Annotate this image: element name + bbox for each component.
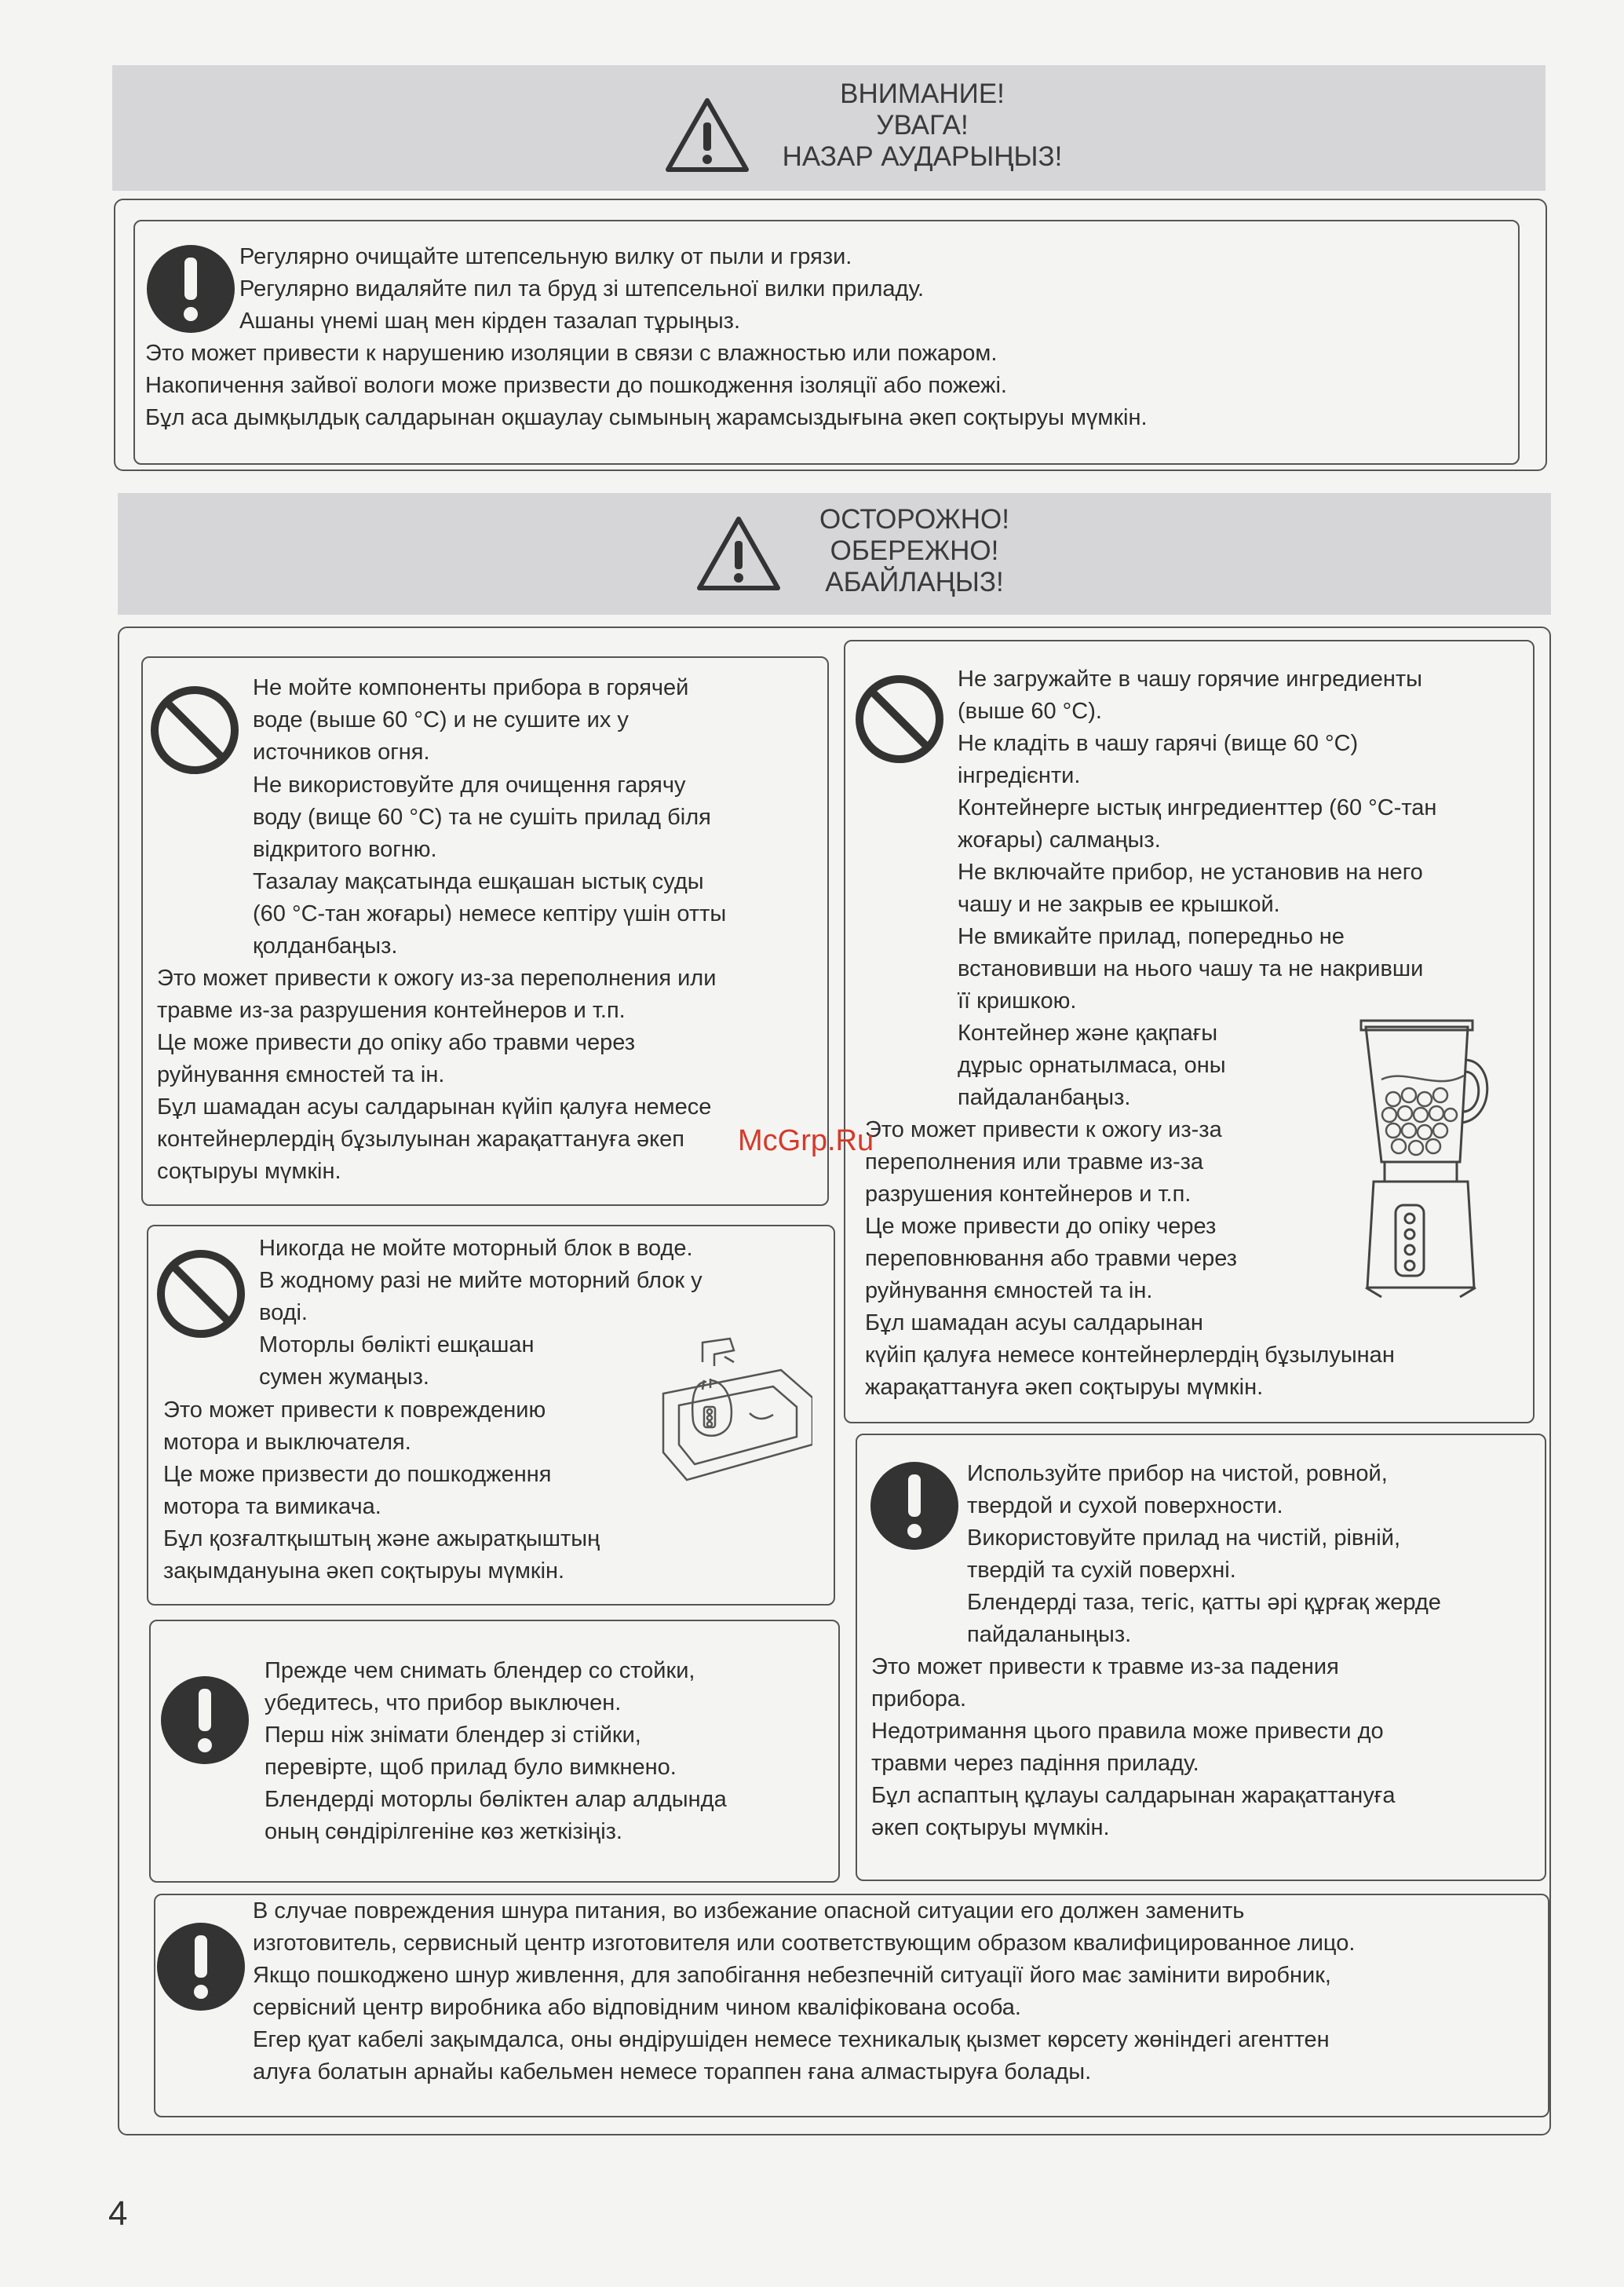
hot-ingredients-line: Не вмикайте прилад, попередньо не — [958, 924, 1345, 949]
sink-illustration — [655, 1335, 812, 1500]
hot-ingredients-line: переповнювання або травми через — [865, 1246, 1237, 1271]
hot-ingredients-line: руйнування ємностей та ін. — [865, 1278, 1153, 1303]
hot-water-line: контейнерлердің бұзылуынан жарақаттануға әкеп — [157, 1127, 684, 1152]
hot-ingredients-line: її кришкою. — [958, 988, 1077, 1014]
hot-ingredients-line: чашу и не закрыв ее крышкой. — [958, 892, 1280, 917]
motor-water-line: зақымдануына әкеп соқтыруы мүмкін. — [163, 1558, 565, 1584]
watermark: McGrp.Ru — [738, 1124, 874, 1157]
surface-line: Это может привести к травме из-за падения — [871, 1654, 1339, 1679]
surface-line: Используйте прибор на чистой, ровной, — [967, 1461, 1388, 1486]
hot-ingredients-line: разрушения контейнеров и т.п. — [865, 1182, 1192, 1207]
surface-line: травми через падіння приладу. — [871, 1751, 1199, 1776]
motor-water-line: Це може призвести до пошкодження — [163, 1462, 552, 1487]
motor-water-line: Это может привести к повреждению — [163, 1397, 546, 1423]
prohibition-icon — [149, 685, 240, 776]
hot-ingredients-line: жоғары) салмаңыз. — [958, 827, 1161, 853]
hot-water-line: воде (выше 60 °С) и не сушите их у — [253, 707, 629, 732]
motor-water-line: Моторлы бөлікті ешқашан — [259, 1332, 535, 1357]
hot-water-line: источников огня. — [253, 740, 430, 765]
warning-banner-title: ВНИМАНИЕ! УВАГА! НАЗАР АУДАРЫҢЫЗ! — [782, 79, 1063, 172]
exclamation-icon — [155, 1921, 246, 2012]
hot-water-line: (60 °С-тан жоғары) немесе кептіру үшін отты — [253, 901, 727, 926]
exclamation-icon — [145, 243, 236, 334]
hot-water-line: руйнування ємностей та ін. — [157, 1062, 445, 1087]
hot-ingredients-line: Це може привести до опіку через — [865, 1214, 1217, 1239]
caution-banner-title: ОСТОРОЖНО! ОБЕРЕЖНО! АБАЙЛАҢЫЗ! — [819, 504, 1009, 597]
hot-water-line: Это может привести к ожогу из-за переполнения или — [157, 966, 717, 991]
plug-notice-line: Бұл аса дымқылдық салдарынан оқшаулау сымының жарамсыздығына әкеп соқтыруы мүмкін. — [145, 405, 1148, 430]
prohibition-icon — [155, 1248, 246, 1339]
motor-water-line: мотора та вимикача. — [163, 1494, 381, 1519]
blender-illustration — [1350, 1013, 1491, 1303]
cord-line: сервісний центр виробника або відповідним чином кваліфікована особа. — [253, 1995, 1021, 2020]
hot-ingredients-line: Это может привести к ожогу из-за — [865, 1117, 1222, 1142]
surface-line: әкеп соқтыруы мүмкін. — [871, 1815, 1110, 1840]
motor-water-line: мотора и выключателя. — [163, 1430, 411, 1455]
motor-water-line: воді. — [259, 1300, 308, 1325]
surface-line: Блендерді таза, тегіс, қатты әрі құрғақ жерде — [967, 1590, 1441, 1615]
exclamation-icon — [159, 1675, 250, 1766]
motor-water-line: сумен жумаңыз. — [259, 1365, 429, 1390]
plug-notice-line: Регулярно видаляйте пил та бруд зі штепсельної вилки приладу. — [239, 276, 925, 301]
remove-blender-line: перевірте, щоб прилад було вимкнено. — [265, 1755, 677, 1780]
hot-ingredients-line: Не загружайте в чашу горячие ингредиенты — [958, 667, 1423, 692]
motor-water-line: Никогда не мойте моторный блок в воде. — [259, 1236, 693, 1261]
remove-blender-line: Прежде чем снимать блендер со стойки, — [265, 1658, 695, 1683]
hot-water-line: Не мойте компоненты прибора в горячей — [253, 675, 689, 700]
surface-line: Бұл аспаптың құлауы салдарынан жарақаттануға — [871, 1783, 1396, 1808]
hot-ingredients-line: Не включайте прибор, не установив на него — [958, 860, 1423, 885]
cord-line: алуға болатын арнайы кабельмен немесе тораппен ғана алмастыруға болады. — [253, 2059, 1092, 2084]
hot-water-line: қолданбаңыз. — [253, 933, 398, 959]
hot-ingredients-line: дұрыс орнатылмаса, оны — [958, 1053, 1226, 1078]
warning-triangle-icon — [663, 96, 751, 174]
caution-triangle-icon — [695, 514, 783, 593]
exclamation-icon — [869, 1460, 960, 1551]
cord-line: Егер қуат кабелі зақымдалса, оны өндірушіден немесе техникалық қызмет көрсету жөніндегі агенттен — [253, 2027, 1330, 2052]
cord-line: изготовитель, сервисный центр изготовителя или соответствующим образом квалифицированное лицо. — [253, 1931, 1356, 1956]
cord-line: В случае повреждения шнура питания, во избежание опасной ситуации его должен заменить — [253, 1898, 1245, 1923]
plug-notice-line: Ашаны үнемі шаң мен кірден тазалап тұрыңыз. — [239, 309, 741, 334]
hot-ingredients-line: (выше 60 °С). — [958, 699, 1102, 724]
hot-water-line: соқтыруы мүмкін. — [157, 1159, 341, 1184]
hot-ingredients-line: переполнения или травме из-за — [865, 1149, 1204, 1175]
surface-line: твердій та сухій поверхні. — [967, 1558, 1236, 1583]
surface-line: твердой и сухой поверхности. — [967, 1493, 1283, 1518]
hot-ingredients-line: встановивши на нього чашу та не накривши — [958, 956, 1424, 981]
remove-blender-line: убедитесь, что прибор выключен. — [265, 1690, 622, 1715]
hot-water-line: травме из-за разрушения контейнеров и т.п. — [157, 998, 626, 1023]
hot-water-line: Це може привести до опіку або травми через — [157, 1030, 636, 1055]
remove-blender-line: оның сөндірілгеніне көз жеткізіңіз. — [265, 1819, 622, 1844]
remove-blender-line: Перш ніж знімати блендер зі стійки, — [265, 1723, 641, 1748]
hot-ingredients-line: Не кладіть в чашу гарячі (вище 60 °С) — [958, 731, 1359, 756]
plug-notice-line: Это может привести к нарушению изоляции в связи с влажностью или пожаром. — [145, 341, 998, 366]
hot-water-line: Бұл шамадан асуы салдарынан күйіп қалуға немесе — [157, 1094, 712, 1120]
hot-water-line: Не використовуйте для очищення гарячу — [253, 773, 686, 798]
surface-line: пайдаланыңыз. — [967, 1622, 1132, 1647]
page-number: 4 — [108, 2194, 128, 2233]
surface-line: Використовуйте прилад на чистій, рівній, — [967, 1525, 1401, 1551]
hot-ingredients-line: жарақаттануға әкеп соқтыруы мүмкін. — [865, 1375, 1264, 1400]
surface-line: прибора. — [871, 1686, 967, 1712]
motor-water-line: Бұл қозғалтқыштың және ажыратқыштың — [163, 1526, 600, 1551]
surface-line: Недотримання цього правила може привести до — [871, 1719, 1384, 1744]
hot-ingredients-line: күйіп қалуға немесе контейнерлердің бұзылуынан — [865, 1343, 1395, 1368]
hot-ingredients-line: інгредієнти. — [958, 763, 1081, 788]
plug-notice-line: Накопичення зайвої вологи може призвести до пошкодження ізоляції або пожежі. — [145, 373, 1007, 398]
hot-water-line: воду (вище 60 °С) та не сушіть прилад біля — [253, 805, 711, 830]
motor-water-line: В жодному разі не мийте моторний блок у — [259, 1268, 703, 1293]
hot-ingredients-line: Контейнерге ыстық ингредиенттер (60 °С-тан — [958, 795, 1437, 820]
hot-water-line: Тазалау мақсатында ешқашан ыстық суды — [253, 869, 704, 894]
plug-notice-line: Регулярно очищайте штепсельную вилку от пыли и грязи. — [239, 244, 852, 269]
cord-line: Якщо пошкоджено шнур живлення, для запобігання небезпечній ситуації його має замінити виробник, — [253, 1963, 1331, 1988]
hot-ingredients-line: Бұл шамадан асуы салдарынан — [865, 1310, 1203, 1335]
hot-ingredients-line: Контейнер және қақпағы — [958, 1021, 1218, 1046]
prohibition-icon — [854, 674, 945, 765]
hot-water-line: відкритого вогню. — [253, 837, 437, 862]
hot-ingredients-line: пайдаланбаңыз. — [958, 1085, 1131, 1110]
remove-blender-line: Блендерді моторлы бөліктен алар алдында — [265, 1787, 727, 1812]
